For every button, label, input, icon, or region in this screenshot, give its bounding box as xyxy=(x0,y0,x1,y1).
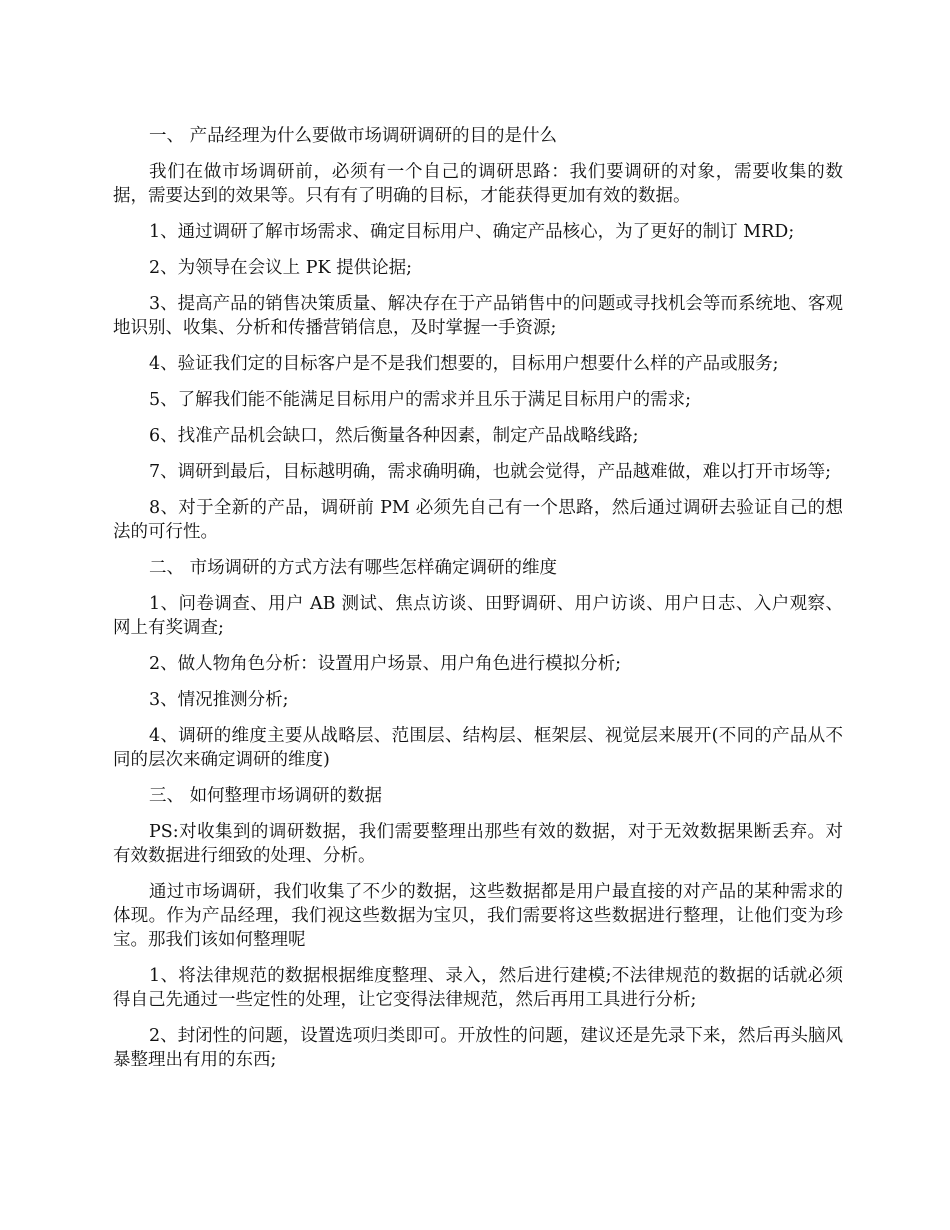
list-item: 1、通过调研了解市场需求、确定目标用户、确定产品核心，为了更好的制订 MRD; xyxy=(149,222,795,242)
paragraph-ps: PS:对收集到的调研数据，我们需要整理出那些有效的数据，对于无效数据果断丢弃。对有效数据进行细致的处理、分析。 xyxy=(113,822,843,866)
section-heading-2: 二、 市场调研的方式方法有哪些怎样确定调研的维度 xyxy=(149,558,558,578)
section-heading-3: 三、 如何整理市场调研的数据 xyxy=(149,786,383,806)
list-item: 4、验证我们定的目标客户是不是我们想要的，目标用户想要什么样的产品或服务; xyxy=(149,354,779,374)
list-item: 1、将法律规范的数据根据维度整理、录入，然后进行建模;不法律规范的数据的话就必须得自己先通过一些定性的处理，让它变得法律规范，然后再用工具进行分析; xyxy=(113,966,843,1010)
list-item: 4、调研的维度主要从战略层、范围层、结构层、框架层、视觉层来展开(不同的产品从不同的层次来确定调研的维度) xyxy=(113,726,843,770)
list-item: 2、封闭性的问题，设置选项归类即可。开放性的问题，建议还是先录下来，然后再头脑风暴整理出有用的东西; xyxy=(113,1026,843,1070)
list-item: 5、了解我们能不能满足目标用户的需求并且乐于满足目标用户的需求; xyxy=(149,390,692,410)
paragraph-body: 通过市场调研，我们收集了不少的数据，这些数据都是用户最直接的对产品的某种需求的体现。作为产品经理，我们视这些数据为宝贝，我们需要将这些数据进行整理，让他们变为珍宝。那我们该如何整理呢 xyxy=(113,882,843,950)
list-item: 6、找准产品机会缺口，然后衡量各种因素，制定产品战略线路; xyxy=(149,426,639,446)
list-item: 8、对于全新的产品，调研前 PM 必须先自己有一个思路，然后通过调研去验证自己的想法的可行性。 xyxy=(113,498,843,542)
list-item: 1、问卷调查、用户 AB 测试、焦点访谈、田野调研、用户访谈、用户日志、入户观察、网上有奖调查; xyxy=(113,594,843,638)
list-item: 7、调研到最后，目标越明确，需求确明确，也就会觉得，产品越难做，难以打开市场等; xyxy=(149,462,832,482)
paragraph-intro: 我们在做市场调研前，必须有一个自己的调研思路：我们要调研的对象，需要收集的数据，需要达到的效果等。只有有了明确的目标，才能获得更加有效的数据。 xyxy=(113,162,843,206)
section-heading-1: 一、 产品经理为什么要做市场调研调研的目的是什么 xyxy=(149,126,558,146)
list-item: 3、情况推测分析; xyxy=(149,690,289,710)
list-item: 3、提高产品的销售决策质量、解决存在于产品销售中的问题或寻找机会等而系统地、客观地识别、收集、分析和传播营销信息，及时掌握一手资源; xyxy=(113,294,843,338)
document-body xyxy=(113,124,843,1084)
list-item: 2、为领导在会议上 PK 提供论据; xyxy=(149,258,413,278)
list-item: 2、做人物角色分析：设置用户场景、用户角色进行模拟分析; xyxy=(149,654,622,674)
